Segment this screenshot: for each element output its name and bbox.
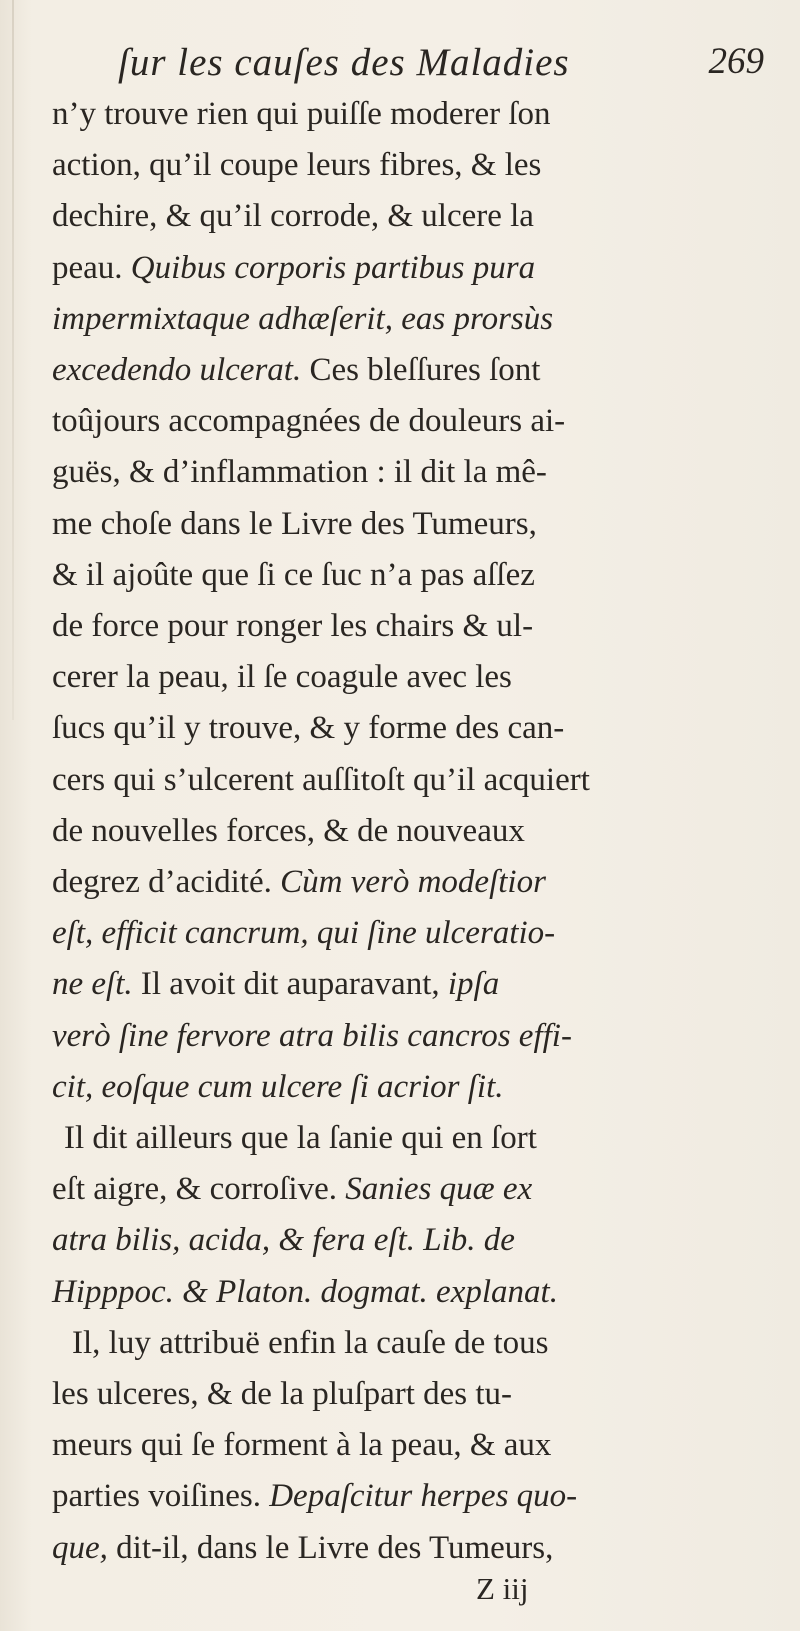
- text-segment: Il dit ailleurs que la ſanie qui en ſort: [64, 1120, 537, 1156]
- text-line: [52, 860, 546, 904]
- text-line: [52, 92, 551, 136]
- text-line: [52, 502, 537, 546]
- text-segment: cerer la peau, il ſe coagule avec les: [52, 659, 512, 696]
- text-segment: guës, & d’inflammation : il dit la mê-: [52, 454, 547, 491]
- text-segment: dit-il, dans le Livre des Tumeurs,: [107, 1529, 554, 1566]
- text-line: [52, 962, 499, 1006]
- italic-segment: atra bilis, acida, & fera eſt. Lib. de: [52, 1222, 515, 1259]
- running-head: [118, 40, 764, 88]
- page-gutter: [12, 0, 14, 720]
- text-line: [64, 1116, 537, 1160]
- italic-segment: Cùm verò modeſtior: [280, 864, 546, 900]
- text-line: [52, 758, 590, 802]
- text-segment: eſt aigre, & corroſive.: [52, 1171, 346, 1208]
- italic-segment: impermixtaque adhæſerit, eas prorsùs: [52, 300, 554, 337]
- text-segment: Ces bleſſures ſont: [301, 352, 541, 388]
- text-segment: peau.: [52, 249, 131, 286]
- text-segment: ſucs qu’il y trouve, & y forme des can-: [52, 710, 565, 747]
- running-title: ſur les cauſes des Maladies: [118, 41, 570, 84]
- text-line: [52, 348, 540, 392]
- text-line: [52, 1372, 512, 1416]
- text-segment: me choſe dans le Livre des Tumeurs,: [52, 505, 537, 542]
- text-line: [52, 450, 547, 494]
- italic-segment: Hipppoc. & Platon. dogmat. explanat.: [52, 1273, 558, 1310]
- text-line: [52, 297, 553, 341]
- text-segment: de force pour ronger les chairs & ul-: [52, 608, 534, 644]
- text-segment: meurs qui ſe forment à la peau, & aux: [52, 1427, 552, 1464]
- page-number: 269: [708, 41, 764, 82]
- italic-segment: que,: [52, 1529, 108, 1566]
- text-line: [52, 911, 555, 955]
- text-segment: action, qu’il coupe leurs fibres, & les: [52, 147, 542, 184]
- text-line: [52, 1167, 532, 1211]
- text-line: [52, 1218, 515, 1262]
- italic-segment: Sanies quæ ex: [345, 1171, 533, 1208]
- text-line: [52, 1423, 551, 1467]
- text-segment: & il ajoûte que ſi ce ſuc n’a pas aſſez: [52, 556, 535, 593]
- text-segment: de nouvelles forces, & de nouveaux: [52, 812, 525, 849]
- text-segment: Il, luy attribuë enfin la cauſe de tous: [72, 1324, 549, 1361]
- text-line: [52, 1014, 572, 1058]
- text-line: [52, 1270, 558, 1314]
- italic-segment: verò ſine fervore atra bilis cancros effi-: [52, 1017, 572, 1054]
- italic-segment: cit, eoſque cum ulcere ſi acrior ſit.: [52, 1068, 504, 1105]
- italic-segment: Quibus corporis partibus pura: [130, 249, 536, 286]
- text-line: [52, 399, 565, 443]
- signature-mark: Z iij: [476, 1571, 529, 1606]
- text-line: [52, 553, 535, 597]
- italic-segment: ipſa: [447, 966, 500, 1003]
- italic-segment: eſt, efficit cancrum, qui ſine ulceratio-: [52, 915, 556, 952]
- text-segment: n’y trouve rien qui puiſſe moderer ſon: [52, 96, 551, 132]
- text-line: [52, 1065, 504, 1109]
- text-line: [52, 143, 541, 187]
- italic-segment: excedendo ulcerat.: [52, 352, 302, 388]
- text-segment: Il avoit dit auparavant,: [132, 966, 448, 1003]
- text-line: [52, 246, 535, 290]
- text-segment: cers qui s’ulcerent auſſitoſt qu’il acquiert: [52, 761, 590, 798]
- text-segment: dechire, & qu’il corrode, & ulcere la: [52, 198, 534, 235]
- text-segment: toûjours accompagnées de douleurs ai-: [52, 403, 566, 440]
- text-segment: parties voiſines.: [52, 1478, 270, 1515]
- text-segment: degrez d’acidité.: [52, 864, 281, 900]
- text-segment: les ulceres, & de la pluſpart des tu-: [52, 1376, 513, 1412]
- text-line: [52, 194, 534, 238]
- text-line: [72, 1321, 549, 1365]
- text-line: [52, 1526, 553, 1570]
- text-line: [52, 1474, 577, 1518]
- italic-segment: ne eſt.: [52, 966, 133, 1003]
- text-line: [52, 655, 512, 699]
- italic-segment: Depaſcitur herpes quo-: [269, 1478, 578, 1515]
- text-line: [52, 706, 564, 750]
- text-line: [52, 604, 533, 648]
- text-line: [52, 809, 525, 853]
